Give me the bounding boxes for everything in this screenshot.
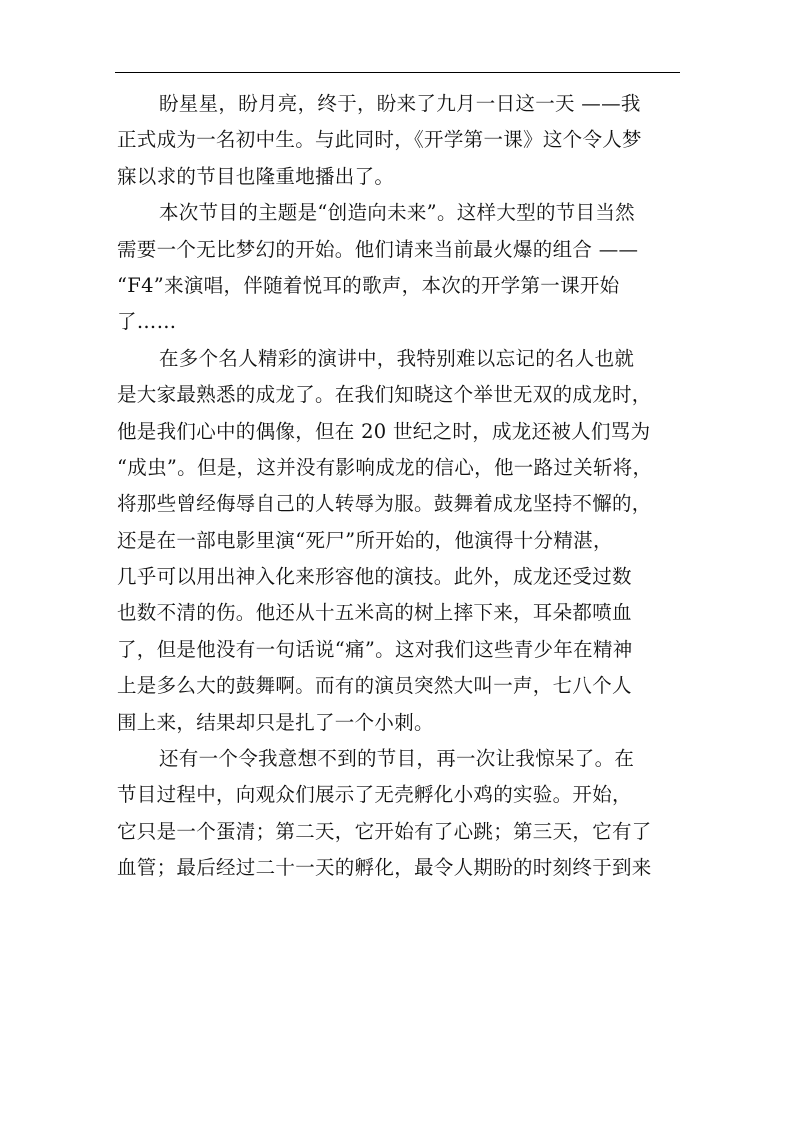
- paragraph-line: 他是我们心中的偶像，但在 20 世纪之时，成龙还被人们骂为: [117, 419, 651, 443]
- paragraph-line: “F4”来演唱，伴随着悦耳的歌声，本次的开学第一课开始: [117, 273, 620, 297]
- paragraph-line: 它只是一个蛋清；第二天，它开始有了心跳；第三天，它有了: [117, 819, 652, 843]
- paragraph-line: 还有一个令我意想不到的节目，再一次让我惊呆了。在: [159, 747, 635, 771]
- paragraph-2: [117, 195, 680, 341]
- paragraph-line: 血管；最后经过二十一天的孵化，最令人期盼的时刻终于到来: [117, 856, 652, 880]
- paragraph-3: [117, 341, 680, 741]
- paragraph-line: “成虫”。但是，这并没有影响成龙的信心，他一路过关斩将，: [117, 455, 653, 479]
- paragraph-line: 将那些曾经侮辱自己的人转辱为服。鼓舞着成龙坚持不懈的，: [117, 492, 652, 516]
- paragraph-line: 本次节目的主题是“创造向未来”。这样大型的节目当然: [159, 201, 635, 225]
- paragraph-line: 是大家最熟悉的成龙了。在我们知晓这个举世无双的成龙时，: [117, 383, 652, 407]
- essay-body: [117, 86, 680, 887]
- paragraph-line: 寐以求的节目也隆重地播出了。: [117, 164, 395, 188]
- paragraph-4: [117, 741, 680, 887]
- paragraph-line: 需要一个无比梦幻的开始。他们请来当前最火爆的组合 ——: [117, 237, 639, 261]
- paragraph-1: [117, 86, 680, 195]
- paragraph-line: 上是多么大的鼓舞啊。而有的演员突然大叫一声，七八个人: [117, 674, 632, 698]
- paragraph-line: 在多个名人精彩的演讲中，我特别难以忘记的名人也就: [159, 346, 635, 370]
- paragraph-line: 围上来，结果却只是扎了一个小刺。: [117, 710, 434, 734]
- paragraph-line: 了，但是他没有一句话说“痛”。这对我们这些青少年在精神: [117, 637, 633, 661]
- header-rule: [115, 72, 680, 73]
- paragraph-line: 节目过程中，向观众们展示了无壳孵化小鸡的实验。开始，: [117, 783, 632, 807]
- paragraph-line: 还是在一部电影里演“死尸”所开始的，他演得十分精湛，: [117, 528, 613, 552]
- paragraph-line: 了……: [117, 310, 177, 334]
- paragraph-line: 正式成为一名初中生。与此同时，《开学第一课》这个令人梦: [117, 128, 642, 152]
- paragraph-line: 几乎可以用出神入化来形容他的演技。此外，成龙还受过数: [117, 565, 632, 589]
- paragraph-line: 盼星星，盼月亮，终于，盼来了九月一日这一天 ——我: [159, 92, 641, 115]
- paragraph-line: 也数不清的伤。他还从十五米高的树上摔下来，耳朵都喷血: [117, 601, 632, 625]
